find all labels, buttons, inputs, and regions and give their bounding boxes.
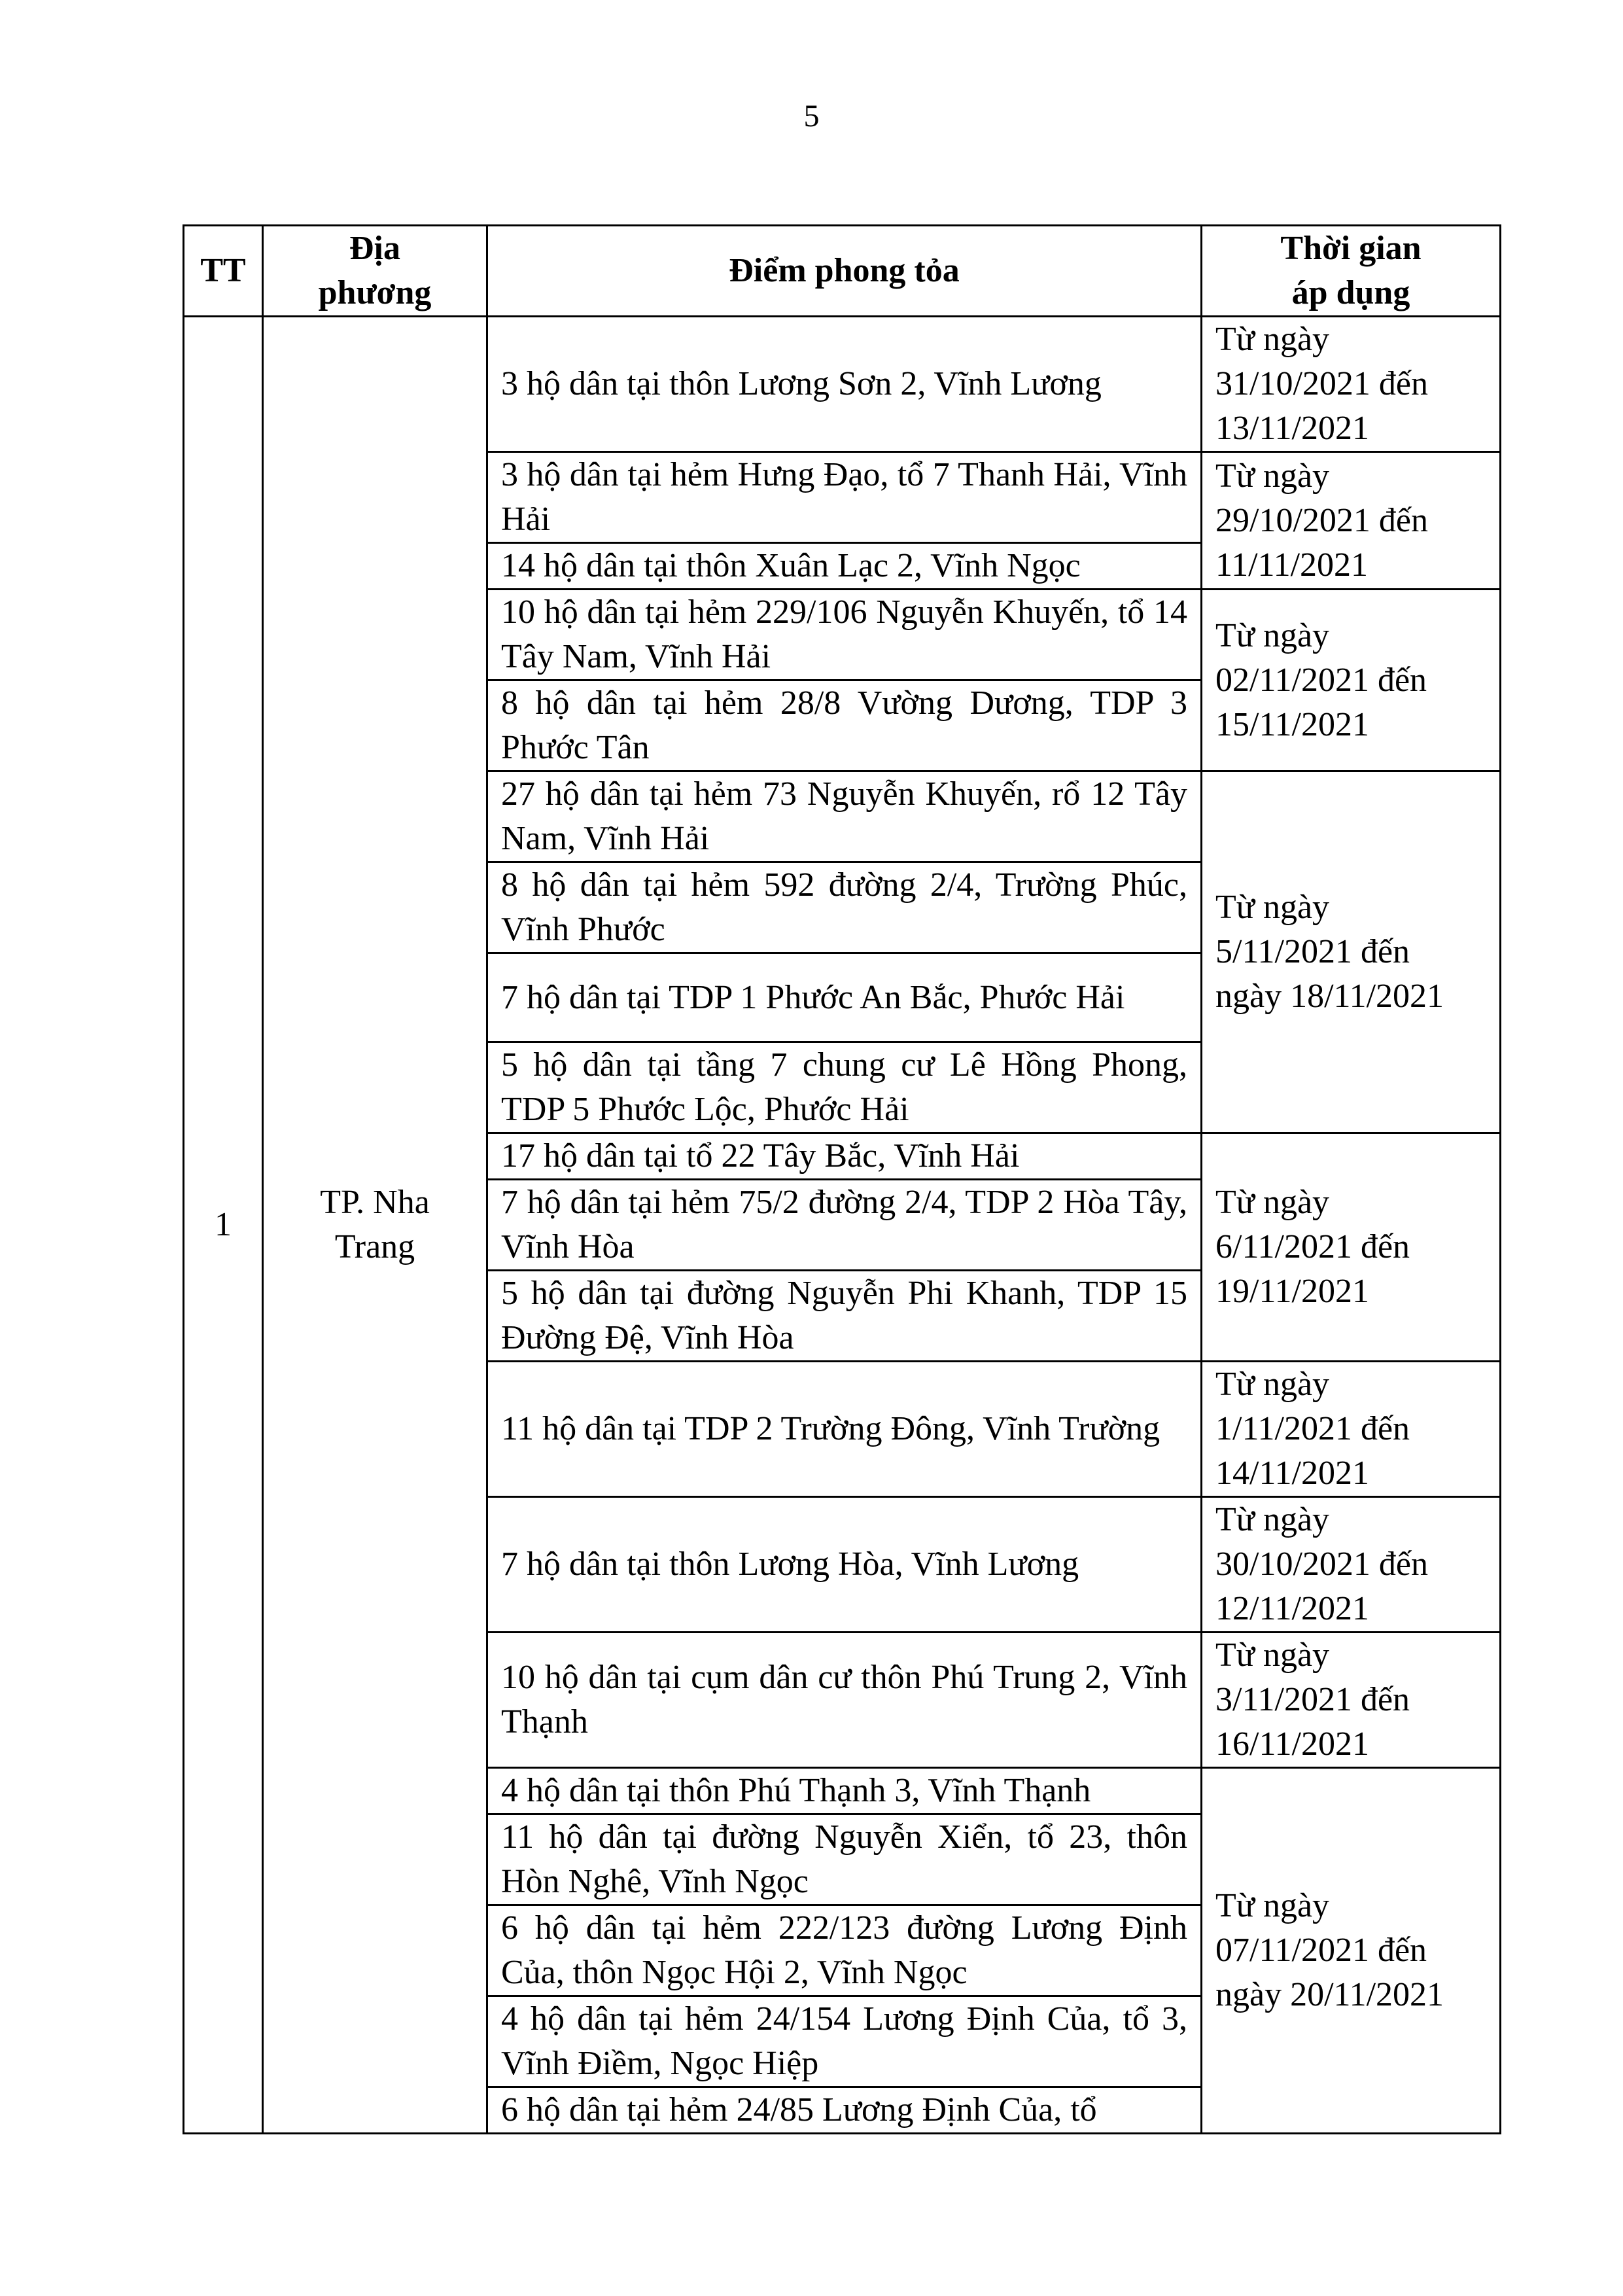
period-cell: Từ ngày 6/11/2021 đến 19/11/2021 — [1202, 1133, 1501, 1362]
location-cell: 5 hộ dân tại tầng 7 chung cư Lê Hồng Phong, TDP 5 Phước Lộc, Phước Hải — [487, 1042, 1202, 1133]
location-cell: 3 hộ dân tại thôn Lương Sơn 2, Vĩnh Lương — [487, 317, 1202, 452]
location-cell: 11 hộ dân tại TDP 2 Trường Đông, Vĩnh Trường — [487, 1362, 1202, 1497]
table-header-row — [184, 226, 1501, 317]
location-cell: 17 hộ dân tại tổ 22 Tây Bắc, Vĩnh Hải — [487, 1133, 1202, 1180]
locality-cell: TP. Nha Trang — [263, 317, 487, 2134]
location-cell: 4 hộ dân tại thôn Phú Thạnh 3, Vĩnh Thạnh — [487, 1768, 1202, 1814]
location-cell: 8 hộ dân tại hẻm 592 đường 2/4, Trường Phúc, Vĩnh Phước — [487, 862, 1202, 953]
location-cell: 10 hộ dân tại cụm dân cư thôn Phú Trung 2, Vĩnh Thạnh — [487, 1633, 1202, 1768]
period-cell: Từ ngày 3/11/2021 đến 16/11/2021 — [1202, 1633, 1501, 1768]
location-cell: 7 hộ dân tại TDP 1 Phước An Bắc, Phước Hải — [487, 953, 1202, 1042]
period-cell: Từ ngày 1/11/2021 đến 14/11/2021 — [1202, 1362, 1501, 1497]
header-period: Thời gian áp dụng — [1202, 226, 1501, 317]
header-tt: TT — [184, 226, 263, 317]
location-cell: 6 hộ dân tại hẻm 222/123 đường Lương Định Của, thôn Ngọc Hội 2, Vĩnh Ngọc — [487, 1905, 1202, 1996]
header-blockade-point: Điểm phong tỏa — [487, 226, 1202, 317]
location-cell: 10 hộ dân tại hẻm 229/106 Nguyễn Khuyến, tổ 14 Tây Nam, Vĩnh Hải — [487, 590, 1202, 680]
period-cell: Từ ngày 02/11/2021 đến 15/11/2021 — [1202, 590, 1501, 771]
table-row — [184, 317, 1501, 452]
period-cell: Từ ngày 5/11/2021 đến ngày 18/11/2021 — [1202, 771, 1501, 1133]
location-cell: 7 hộ dân tại hẻm 75/2 đường 2/4, TDP 2 Hòa Tây, Vĩnh Hòa — [487, 1180, 1202, 1271]
tt-cell: 1 — [184, 317, 263, 2134]
location-cell: 4 hộ dân tại hẻm 24/154 Lương Định Của, tổ 3, Vĩnh Điềm, Ngọc Hiệp — [487, 1996, 1202, 2087]
location-cell: 14 hộ dân tại thôn Xuân Lạc 2, Vĩnh Ngọc — [487, 543, 1202, 590]
page-number: 5 — [803, 99, 820, 133]
period-cell: Từ ngày 30/10/2021 đến 12/11/2021 — [1202, 1497, 1501, 1633]
location-cell: 3 hộ dân tại hẻm Hưng Đạo, tổ 7 Thanh Hải, Vĩnh Hải — [487, 452, 1202, 543]
period-cell: Từ ngày 31/10/2021 đến 13/11/2021 — [1202, 317, 1501, 452]
period-cell: Từ ngày 07/11/2021 đến ngày 20/11/2021 — [1202, 1768, 1501, 2134]
location-cell: 6 hộ dân tại hẻm 24/85 Lương Định Của, tổ — [487, 2087, 1202, 2134]
blockade-table — [183, 224, 1501, 2134]
location-cell: 11 hộ dân tại đường Nguyễn Xiển, tổ 23, thôn Hòn Nghê, Vĩnh Ngọc — [487, 1814, 1202, 1905]
location-cell: 8 hộ dân tại hẻm 28/8 Vường Dương, TDP 3 Phước Tân — [487, 680, 1202, 771]
period-cell: Từ ngày 29/10/2021 đến 11/11/2021 — [1202, 452, 1501, 590]
location-cell: 27 hộ dân tại hẻm 73 Nguyễn Khuyến, rổ 12 Tây Nam, Vĩnh Hải — [487, 771, 1202, 862]
location-cell: 7 hộ dân tại thôn Lương Hòa, Vĩnh Lương — [487, 1497, 1202, 1633]
location-cell: 5 hộ dân tại đường Nguyễn Phi Khanh, TDP 15 Đường Đệ, Vĩnh Hòa — [487, 1271, 1202, 1362]
header-locality: Địa phương — [263, 226, 487, 317]
